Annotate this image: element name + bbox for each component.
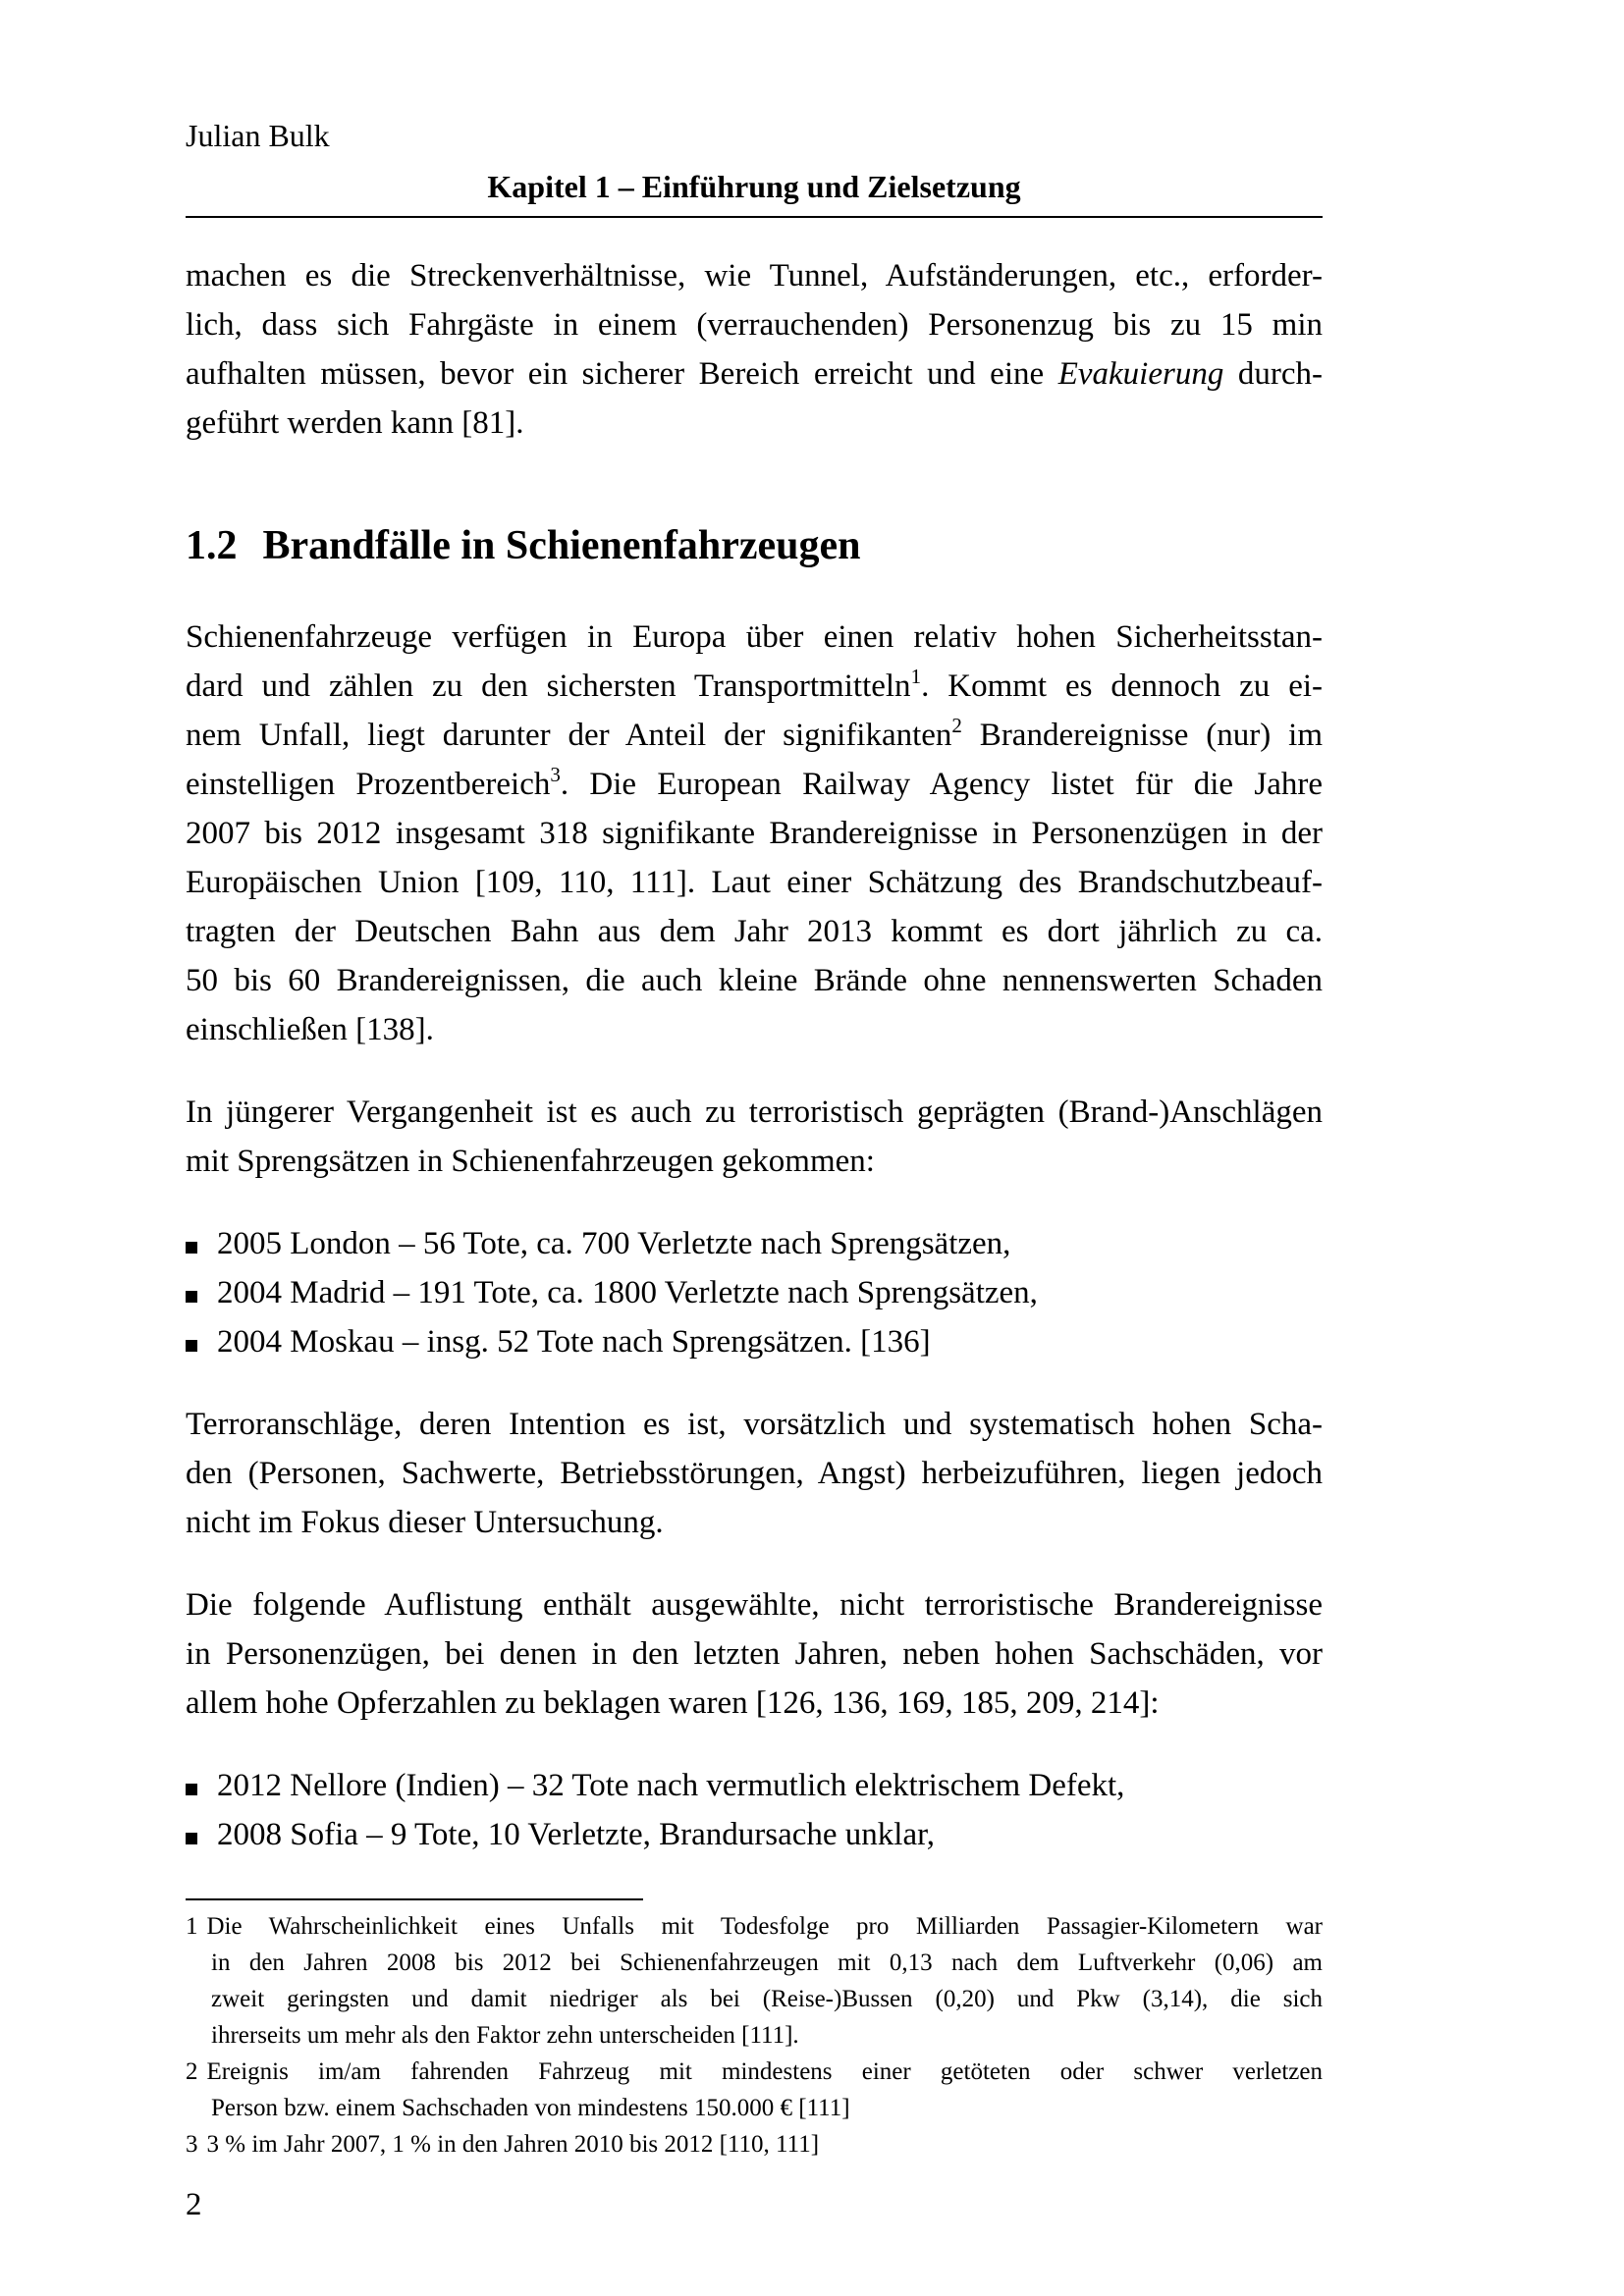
text-line: tragten der Deutschen Bahn aus dem Jahr 2013 kommt es dort jährlich zu ca. <box>186 914 1323 949</box>
text-line: den (Personen, Sachwerte, Betriebsstörungen, Angst) herbeizuführen, liegen jedoch <box>186 1456 1323 1491</box>
square-bullet-icon <box>186 1784 197 1795</box>
text-line: Terroranschläge, deren Intention es ist, vorsätzlich und systematisch hohen Scha- <box>186 1407 1323 1442</box>
text-line: Die folgende Auflistung enthält ausgewählte, nicht terroristische Brandereignisse <box>186 1587 1323 1623</box>
text-line: 50 bis 60 Brandereignissen, die auch kleine Brände ohne nennenswerten Schaden <box>186 963 1323 998</box>
section-heading <box>186 518 1323 573</box>
paragraph <box>186 1088 1323 1186</box>
footnote-marker: 2 <box>951 714 962 737</box>
square-bullet-icon <box>186 1242 197 1254</box>
list-item-text: 2004 Madrid – 191 Tote, ca. 1800 Verletzte nach Sprengsätzen, <box>217 1275 1038 1310</box>
text-line: einschließen [138]. <box>186 1012 434 1047</box>
footnote-line: ihrerseits um mehr als den Faktor zehn unterscheiden [111]. <box>211 2022 799 2049</box>
list-item <box>186 1219 1323 1268</box>
text-line: mit Sprengsätzen in Schienenfahrzeugen gekommen: <box>186 1144 875 1179</box>
page-number: 2 <box>186 2187 202 2222</box>
footnote-line: Person bzw. einem Sachschaden von mindestens 150.000 € [111] <box>211 2095 850 2121</box>
square-bullet-icon <box>186 1291 197 1303</box>
text-line: machen es die Streckenverhältnisse, wie Tunnel, Aufständerungen, etc., erforder- <box>186 258 1323 294</box>
footnote <box>186 2054 1323 2126</box>
text-line: in Personenzügen, bei denen in den letzten Jahren, neben hohen Sachschäden, vor <box>186 1636 1323 1672</box>
list-item-text: 2005 London – 56 Tote, ca. 700 Verletzte nach Sprengsätzen, <box>217 1226 1011 1261</box>
paragraph <box>186 251 1323 448</box>
list-item <box>186 1268 1323 1317</box>
footnote <box>186 1908 1323 2054</box>
text-column <box>186 116 1323 2163</box>
footnote-number: 1 <box>186 1913 198 1940</box>
text-line: nem Unfall, liegt darunter der Anteil der signifikanten$^2$ Brandereignisse (nur) im <box>186 714 1323 753</box>
header-rule <box>186 216 1323 218</box>
paragraph <box>186 613 1323 1054</box>
text-line: Europäischen Union [109, 110, 111]. Laut einer Schätzung des Brandschutzbeauf- <box>186 865 1323 900</box>
footnote-list <box>186 1908 1323 2163</box>
text-line: geführt werden kann [81]. <box>186 405 524 441</box>
section-paragraphs <box>186 613 1323 1859</box>
text-line: aufhalten müssen, bevor ein sicherer Bereich erreicht und eine Evakuierung durch- <box>186 356 1323 392</box>
list-item <box>186 1761 1323 1810</box>
author-name: Julian Bulk <box>186 118 330 153</box>
footnote-number: 3 <box>186 2131 198 2158</box>
section-title: Brandfälle in Schienenfahrzeugen <box>262 523 861 568</box>
footnote-line: in den Jahren 2008 bis 2012 bei Schienenfahrzeugen mit 0,13 nach dem Luftverkehr (0,06) am <box>211 1949 1323 1976</box>
list-item <box>186 1810 1323 1859</box>
paragraph <box>186 1580 1323 1728</box>
list-item-text: 2004 Moskau – insg. 52 Tote nach Sprengsätzen. [136] <box>217 1324 931 1360</box>
list-item-text: 2008 Sofia – 9 Tote, 10 Verletzte, Brandursache unklar, <box>217 1817 936 1852</box>
section-number: 1.2 <box>186 523 238 568</box>
footnote-line: zweit geringsten und damit niedriger als bei (Reise-)Bussen (0,20) und Pkw (3,14), die sich <box>211 1986 1323 2012</box>
footnote-line: 1 Die Wahrscheinlichkeit eines Unfalls mit Todesfolge pro Milliarden Passagier-Kilometern war <box>186 1913 1323 1940</box>
intro-paragraphs <box>186 251 1323 448</box>
footnote-line: 3 3 % im Jahr 2007, 1 % in den Jahren 2010 bis 2012 [110, 111] <box>186 2131 820 2158</box>
list-item-text: 2012 Nellore (Indien) – 32 Tote nach vermutlich elektrischem Defekt, <box>217 1768 1125 1803</box>
text-line: 2007 bis 2012 insgesamt 318 signifikante Brandereignisse in Personenzügen in der <box>186 816 1323 851</box>
footnotes <box>186 1898 1323 2163</box>
bullet-list <box>186 1219 1323 1366</box>
footnote-rule <box>186 1898 643 1900</box>
footnote <box>186 2126 1323 2163</box>
text-line: einstelligen Prozentbereich$^3$. Die European Railway Agency listet für die Jahre <box>186 763 1324 802</box>
footnote-number: 2 <box>186 2058 198 2085</box>
italic-text: Evakuierung <box>1057 356 1224 392</box>
footnote-line: 2 Ereignis im/am fahrenden Fahrzeug mit mindestens einer getöteten oder schwer verletzen <box>186 2058 1323 2085</box>
list-item <box>186 1317 1323 1366</box>
square-bullet-icon <box>186 1833 197 1844</box>
text-line: nicht im Fokus dieser Untersuchung. <box>186 1505 664 1540</box>
text-line: lich, dass sich Fahrgäste in einem (verrauchenden) Personenzug bis zu 15 min <box>186 307 1323 343</box>
running-head: Kapitel 1 – Einführung und Zielsetzung <box>487 169 1021 204</box>
text-line: Schienenfahrzeuge verfügen in Europa über einen relativ hohen Sicherheitsstan- <box>186 619 1323 655</box>
paragraph <box>186 1400 1323 1547</box>
footnote-marker: 1 <box>910 665 922 688</box>
text-line: In jüngerer Vergangenheit ist es auch zu terroristisch geprägten (Brand-)Anschlägen <box>186 1095 1323 1130</box>
text-line: dard und zählen zu den sichersten Transportmitteln$^1$. Kommt es dennoch zu ei- <box>186 665 1323 704</box>
footnote-marker: 3 <box>550 763 561 786</box>
square-bullet-icon <box>186 1340 197 1352</box>
bullet-list <box>186 1761 1323 1859</box>
text-line: allem hohe Opferzahlen zu beklagen waren [126, 136, 169, 185, 209, 214]: <box>186 1685 1160 1721</box>
